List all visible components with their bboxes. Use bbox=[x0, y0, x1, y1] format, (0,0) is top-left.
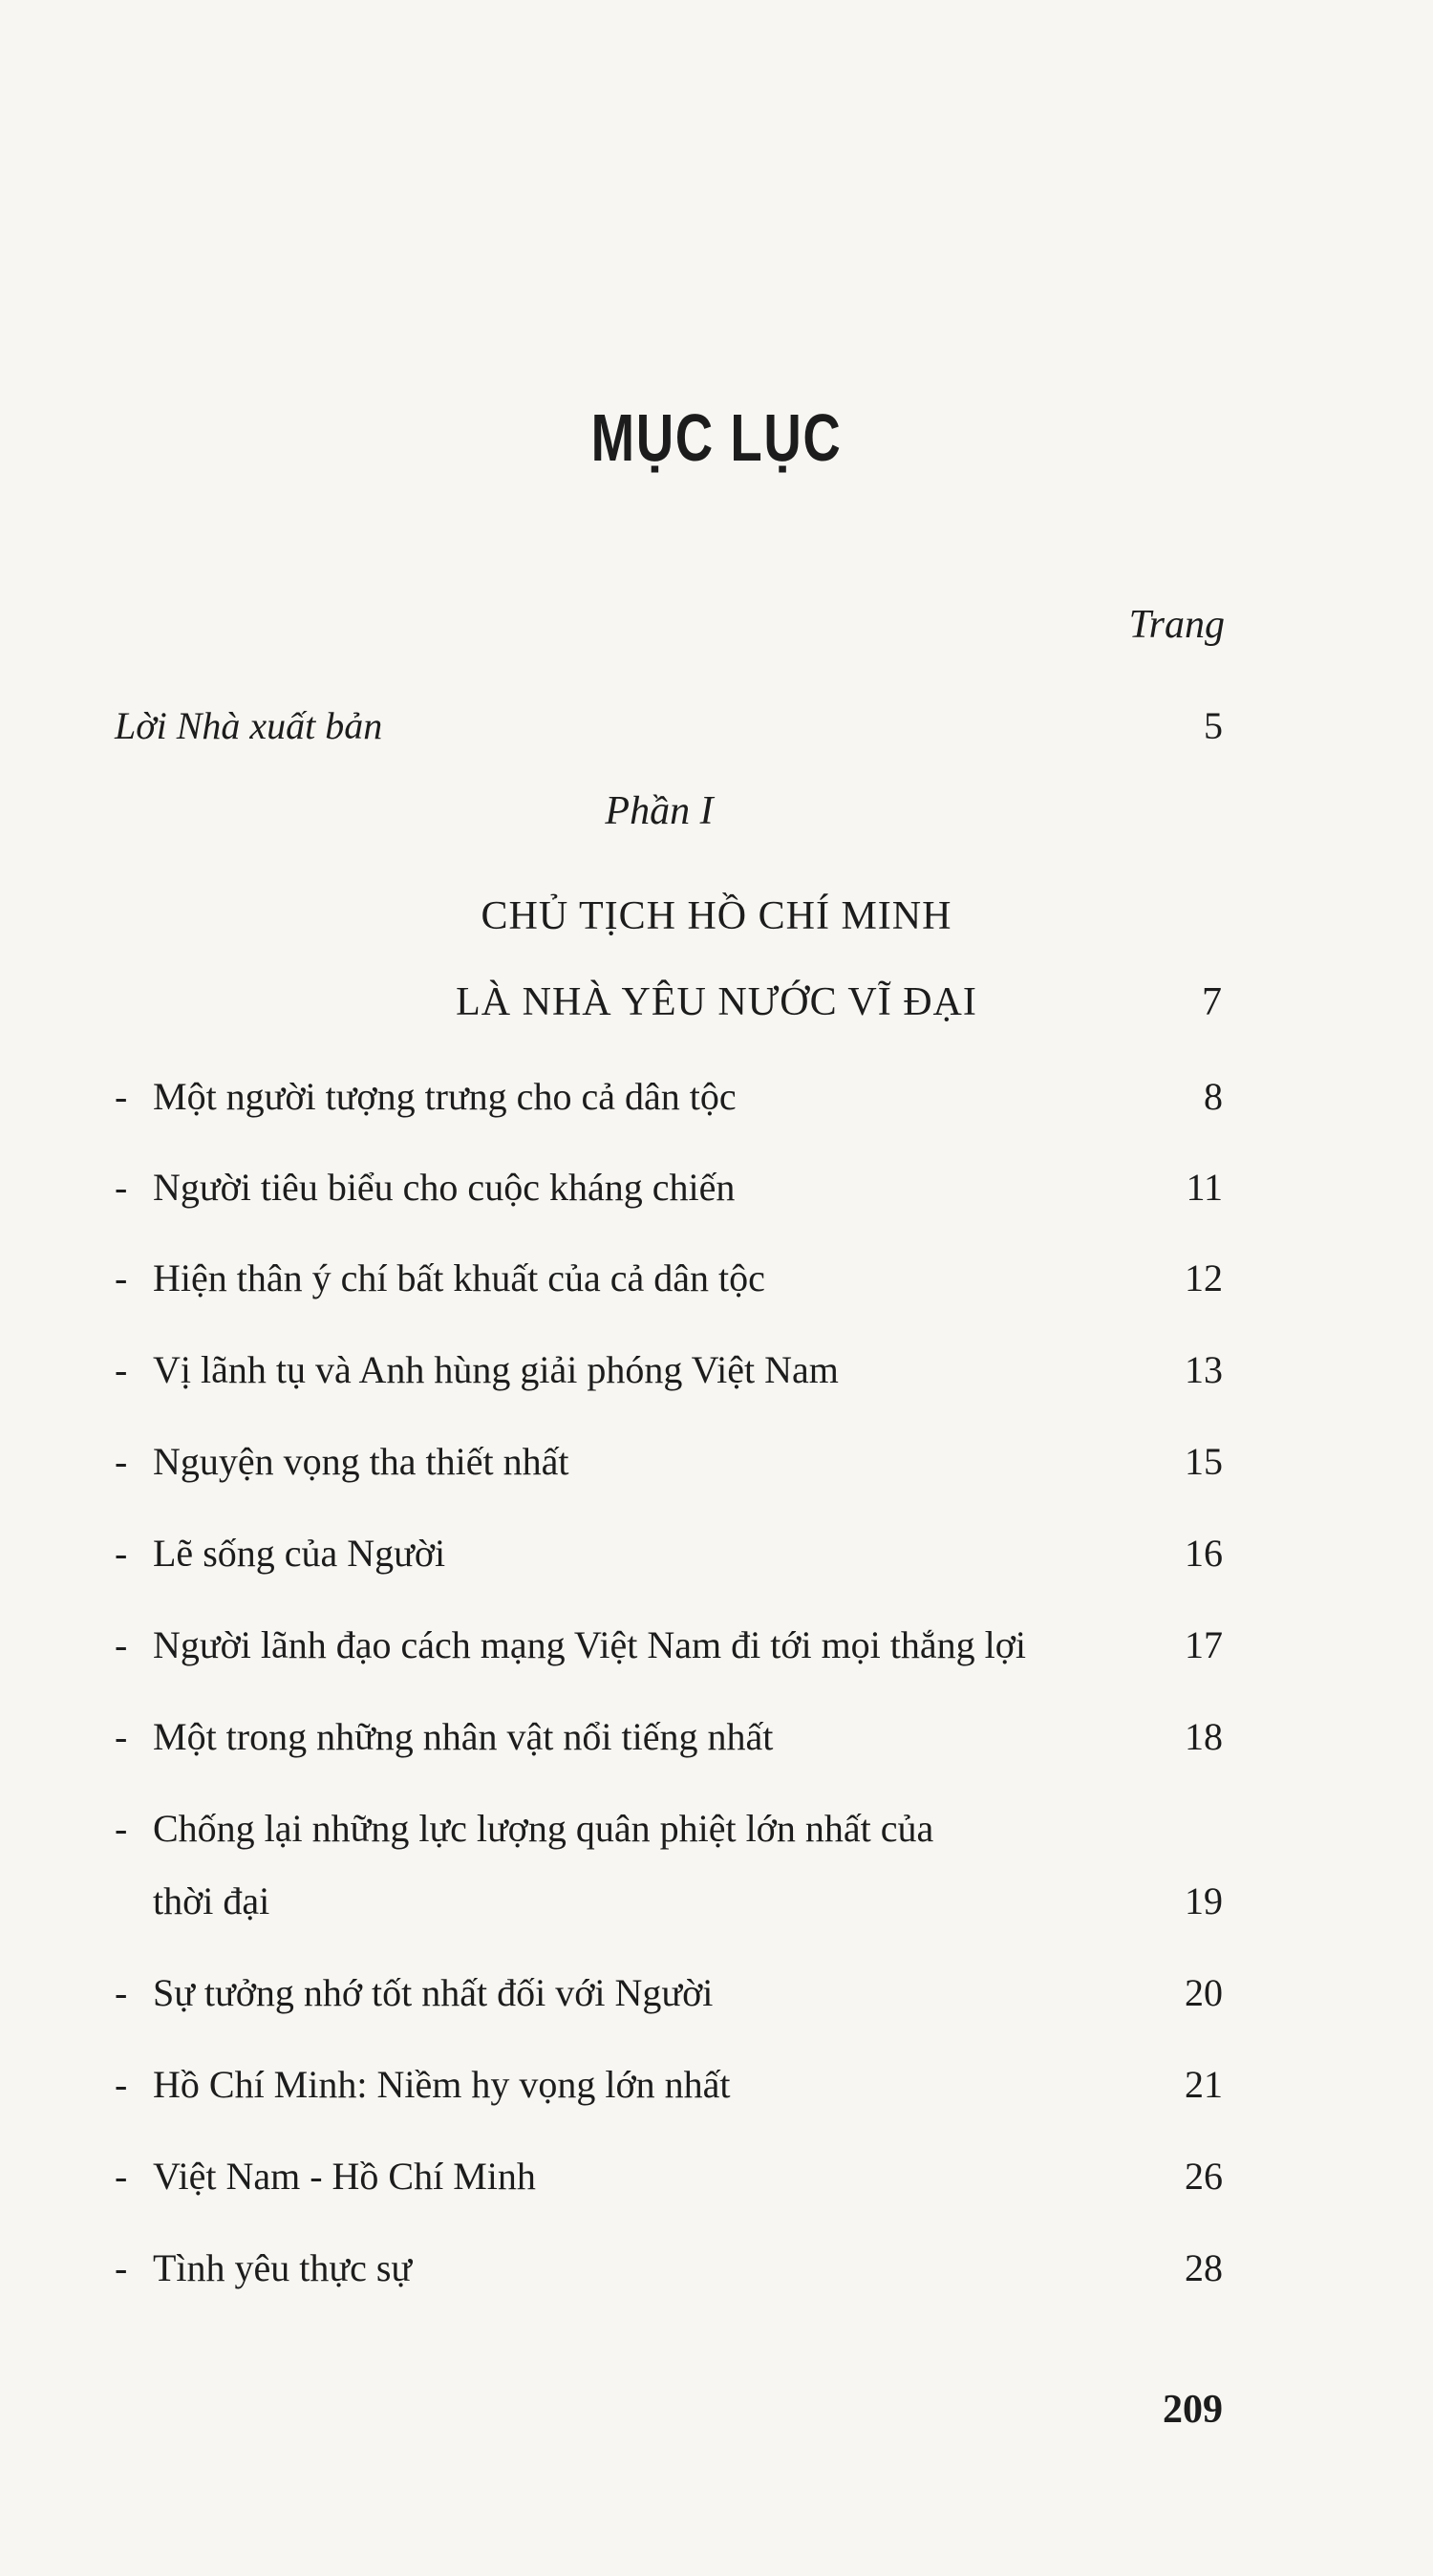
toc-entry[interactable] bbox=[115, 1068, 1223, 1126]
toc-entry-label: Người lãnh đạo cách mạng Việt Nam đi tới mọi thắng lợi bbox=[153, 1623, 1027, 1666]
toc-entry-label: Nguyện vọng tha thiết nhất bbox=[153, 1440, 569, 1483]
toc-entry-dash: - bbox=[115, 1623, 128, 1666]
toc-entry[interactable] bbox=[115, 2148, 1223, 2205]
toc-entry-dash: - bbox=[115, 1807, 128, 1850]
toc-entry-label: Một trong những nhân vật nổi tiếng nhất bbox=[153, 1715, 774, 1758]
toc-entry-label: Hiện thân ý chí bất khuất của cả dân tộc bbox=[153, 1256, 765, 1299]
toc-entry-continuation[interactable] bbox=[115, 1873, 1223, 1930]
toc-entry[interactable] bbox=[115, 1159, 1223, 1216]
toc-entry-page: 8 bbox=[1204, 1075, 1223, 1118]
toc-entry-page: 21 bbox=[1185, 2063, 1223, 2106]
toc-entry[interactable] bbox=[115, 1617, 1223, 1674]
toc-entry-page: 16 bbox=[1185, 1532, 1223, 1575]
toc-entry-dash: - bbox=[115, 2246, 128, 2289]
toc-entry-page: 11 bbox=[1186, 1166, 1223, 1209]
toc-preface-label: Lời Nhà xuất bản bbox=[115, 704, 383, 747]
part-title-line2-text: LÀ NHÀ YÊU NƯỚC VĨ ĐẠI bbox=[456, 980, 977, 1024]
toc-entry-page: 28 bbox=[1185, 2246, 1223, 2289]
toc-entry-page: 19 bbox=[1185, 1879, 1223, 1922]
toc-entry-dash: - bbox=[115, 1166, 128, 1209]
toc-entry[interactable] bbox=[115, 1525, 1223, 1582]
toc-entry-label-cont: thời đại bbox=[153, 1879, 270, 1922]
toc-entry-label: Việt Nam - Hồ Chí Minh bbox=[153, 2155, 536, 2198]
toc-entry-dash: - bbox=[115, 1440, 128, 1483]
toc-entry[interactable] bbox=[115, 1433, 1223, 1491]
toc-entry-label: Sự tưởng nhớ tốt nhất đối với Người bbox=[153, 1971, 714, 2014]
toc-entry-dash: - bbox=[115, 2155, 128, 2198]
toc-entry-page: 20 bbox=[1185, 1971, 1223, 2014]
toc-entry-label: Vị lãnh tụ và Anh hùng giải phóng Việt Nam bbox=[153, 1348, 839, 1391]
toc-entry-dash: - bbox=[115, 1532, 128, 1575]
toc-entry-page: 18 bbox=[1185, 1715, 1223, 1758]
toc-entry-page: 26 bbox=[1185, 2155, 1223, 2198]
part-label: Phần I bbox=[605, 789, 714, 833]
page-column-label: Trang bbox=[1128, 603, 1225, 647]
toc-entry-label: Người tiêu biểu cho cuộc kháng chiến bbox=[153, 1166, 736, 1209]
toc-entry[interactable] bbox=[115, 2056, 1223, 2114]
page-number-footer: 209 bbox=[1163, 2388, 1223, 2432]
toc-entry-dash: - bbox=[115, 1075, 128, 1118]
part-title-line1-text: CHỦ TỊCH HỒ CHÍ MINH bbox=[481, 894, 952, 938]
toc-entry[interactable] bbox=[115, 1964, 1223, 2022]
toc-entry-page: 13 bbox=[1185, 1348, 1223, 1391]
toc-entry-label: Hồ Chí Minh: Niềm hy vọng lớn nhất bbox=[153, 2063, 731, 2106]
page-title: MỤC LỤC bbox=[590, 400, 843, 475]
toc-entry-label: Một người tượng trưng cho cả dân tộc bbox=[153, 1075, 737, 1118]
toc-entry-dash: - bbox=[115, 2063, 128, 2106]
toc-entry-dash: - bbox=[115, 1348, 128, 1391]
part-title-line2[interactable] bbox=[0, 979, 1433, 1025]
part-title-page: 7 bbox=[1202, 980, 1223, 1024]
toc-preface[interactable] bbox=[115, 698, 1223, 755]
toc-entry-label: Lẽ sống của Người bbox=[153, 1532, 446, 1575]
toc-entry[interactable] bbox=[115, 2240, 1223, 2297]
toc-entry-label: Chống lại những lực lượng quân phiệt lớn nhất của bbox=[153, 1807, 934, 1850]
toc-entry-page: 17 bbox=[1185, 1623, 1223, 1666]
toc-entry-page: 15 bbox=[1185, 1440, 1223, 1483]
toc-entry-page: 12 bbox=[1185, 1256, 1223, 1299]
toc-entry-dash: - bbox=[115, 1256, 128, 1299]
toc-entry[interactable] bbox=[115, 1342, 1223, 1399]
toc-entry-dash: - bbox=[115, 1715, 128, 1758]
toc-entry-label: Tình yêu thực sự bbox=[153, 2246, 413, 2289]
toc-entry-dash: - bbox=[115, 1971, 128, 2014]
toc-entry[interactable] bbox=[115, 1800, 1223, 1857]
toc-entry[interactable] bbox=[115, 1250, 1223, 1307]
toc-preface-page: 5 bbox=[1204, 704, 1223, 747]
toc-entry[interactable] bbox=[115, 1708, 1223, 1766]
part-title-line1 bbox=[0, 893, 1433, 939]
